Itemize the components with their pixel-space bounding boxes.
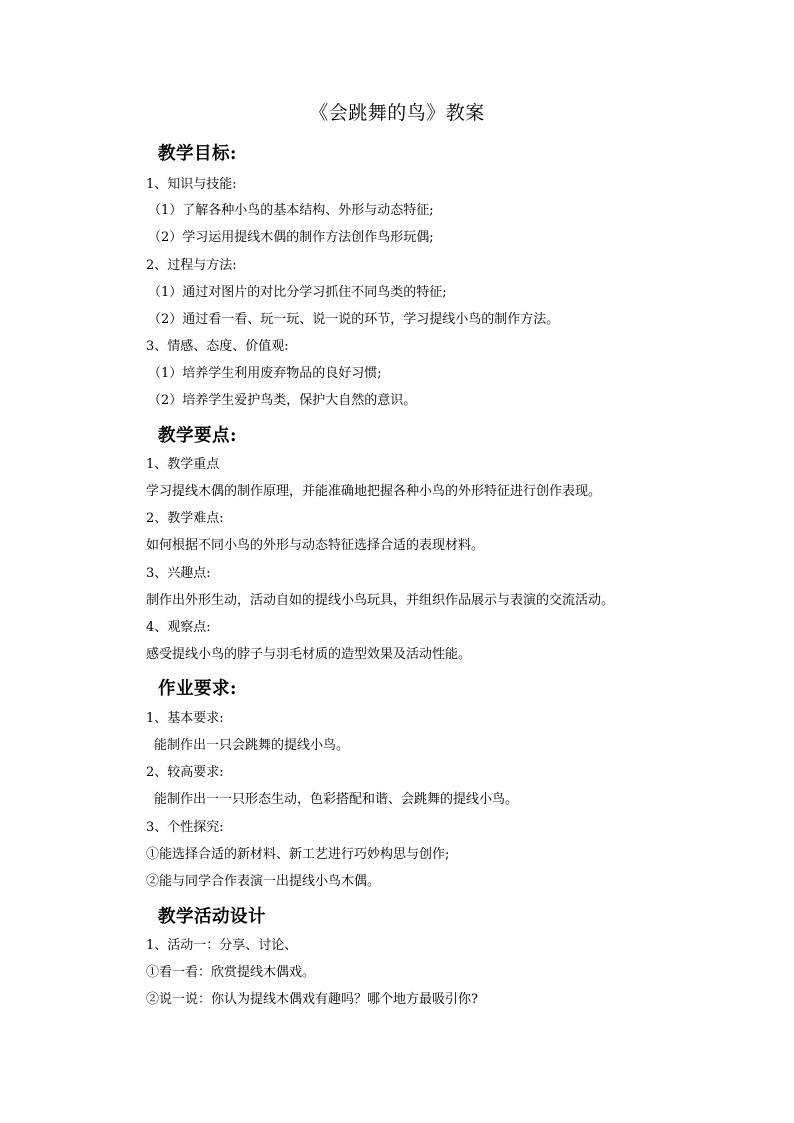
section-heading-activities: 教学活动设计 bbox=[158, 907, 266, 927]
homework-line-2: 能制作出一只会跳舞的提线小鸟。 bbox=[154, 738, 350, 753]
activities-line-2: ①看一看：欣赏提线木偶戏。 bbox=[146, 965, 316, 980]
key-points-line-6: 制作出外形生动，活动自如的提线小鸟玩具，并组织作品展示与表演的交流活动。 bbox=[146, 593, 615, 608]
activities-line-1: 1、活动一：分享、讨论、 bbox=[146, 938, 298, 953]
activities-line-3: ②说一说：你认为提线木偶戏有趣吗？哪个地方最吸引你? bbox=[146, 992, 478, 1007]
key-points-line-4: 如何根据不同小鸟的外形与动态特征选择合适的表现材料。 bbox=[146, 538, 485, 553]
homework-line-3: 2、较高要求: bbox=[146, 765, 224, 780]
homework-line-6: ①能选择合适的新材料、新工艺进行巧妙构思与创作; bbox=[146, 847, 450, 862]
key-points-line-7: 4、观察点: bbox=[146, 620, 211, 635]
key-points-line-1: 1、教学重点 bbox=[146, 457, 220, 472]
objectives-line-5: （1）通过对图片的对比分学习抓住不同鸟类的特征; bbox=[148, 285, 447, 300]
section-heading-homework: 作业要求: bbox=[158, 679, 237, 699]
homework-line-7: ②能与同学合作表演一出提线小鸟木偶。 bbox=[146, 874, 381, 889]
objectives-line-7: 3、情感、态度、价值观: bbox=[146, 339, 289, 354]
objectives-line-2: （1）了解各种小鸟的基本结构、外形与动态特征; bbox=[148, 203, 434, 218]
key-points-line-8: 感受提线小鸟的脖子与羽毛材质的造型效果及活动性能。 bbox=[146, 647, 472, 662]
objectives-line-8: （1）培养学生利用废弃物品的良好习惯; bbox=[148, 366, 382, 381]
homework-line-4: 能制作出一一只形态生动，色彩搭配和谐、会跳舞的提线小鸟。 bbox=[154, 792, 519, 807]
objectives-line-4: 2、过程与方法: bbox=[146, 258, 237, 273]
objectives-line-1: 1、知识与技能: bbox=[146, 177, 237, 192]
objectives-line-3: （2）学习运用提线木偶的制作方法创作鸟形玩偶; bbox=[148, 230, 434, 245]
document-title: 《会跳舞的鸟》教案 bbox=[309, 102, 485, 124]
homework-line-1: 1、基本要求: bbox=[146, 711, 224, 726]
objectives-line-9: （2）培养学生爱护鸟类，保护大自然的意识。 bbox=[148, 393, 417, 408]
key-points-line-5: 3、兴趣点: bbox=[146, 566, 211, 581]
key-points-line-2: 学习提线木偶的制作原理，并能准确地把握各种小鸟的外形特征进行创作表现。 bbox=[146, 484, 602, 499]
homework-line-5: 3、个性探究: bbox=[146, 820, 224, 835]
section-heading-objectives: 教学目标: bbox=[158, 144, 237, 164]
key-points-line-3: 2、教学难点: bbox=[146, 511, 224, 526]
objectives-line-6: （2）通过看一看、玩一玩、说一说的环节，学习提线小鸟的制作方法。 bbox=[148, 312, 560, 327]
section-heading-key-points: 教学要点: bbox=[158, 426, 237, 446]
